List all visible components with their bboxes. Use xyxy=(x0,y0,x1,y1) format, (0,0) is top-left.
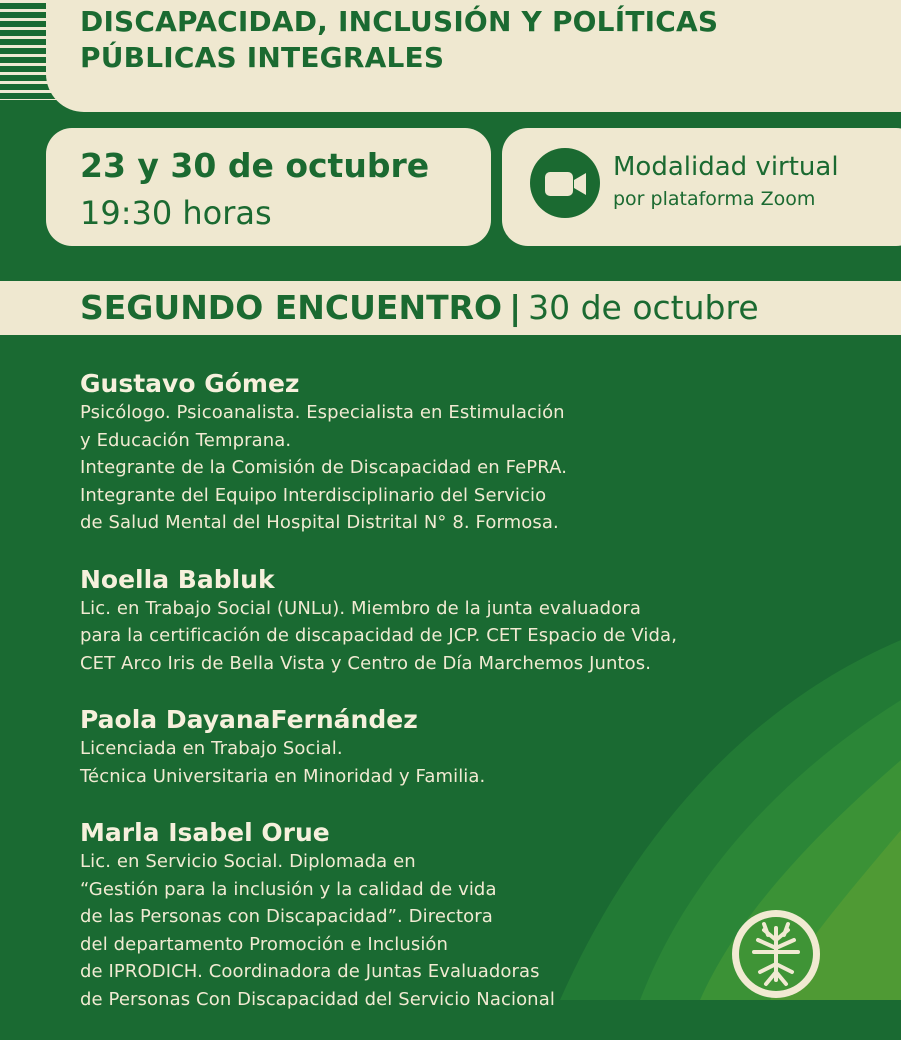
event-dates: 23 y 30 de octubre xyxy=(80,146,430,185)
tree-roots-logo xyxy=(728,906,824,1002)
encounter-band xyxy=(0,281,901,335)
modality-card xyxy=(502,128,901,246)
speaker-item xyxy=(80,564,800,678)
speaker-bio: Lic. en Servicio Social. Diplomada en “Gestión para la inclusión y la calidad de vida de las Personas con Discapacidad”. Directora del departamento Promoción e Inclusión de IPRODICH. Coordinadora de Juntas Evaluadoras de Personas Con Discapacidad del Servicio Nacional xyxy=(80,851,555,1010)
speaker-item xyxy=(80,368,800,537)
speaker-bio: Lic. en Trabajo Social (UNLu). Miembro de la junta evaluadora para la certificación de discapacidad de JCP. CET Espacio de Vida, CET Arco Iris de Bella Vista y Centro de Día Marchemos Juntos. xyxy=(80,597,678,674)
modality-title: Modalidad virtual xyxy=(613,152,839,182)
speaker-name: Noella Babluk xyxy=(80,564,275,594)
speaker-item xyxy=(80,817,800,1013)
event-time: 19:30 horas xyxy=(80,194,272,232)
encounter-date: 30 de octubre xyxy=(528,288,759,327)
speaker-name: Gustavo Gómez xyxy=(80,369,300,398)
date-card xyxy=(46,128,491,246)
speaker-name: Paola DayanaFernández xyxy=(80,705,418,734)
video-camera-icon xyxy=(530,148,600,218)
speaker-item xyxy=(80,704,800,790)
speaker-name: Marla Isabel Orue xyxy=(80,818,330,847)
page-title: DISCAPACIDAD, INCLUSIÓN Y POLÍTICAS PÚBLICAS INTEGRALES xyxy=(80,5,719,75)
speaker-bio: Licenciada en Trabajo Social. Técnica Universitaria en Minoridad y Familia. xyxy=(80,738,486,787)
modality-subtitle: por plataforma Zoom xyxy=(613,188,816,210)
speaker-bio: Psicólogo. Psicoanalista. Especialista en Estimulación y Educación Temprana. Integrante de la Comisión de Discapacidad en FePRA. Integrante del Equipo Interdisciplinario del Servicio de Salud Mental del Hospital Distrital N° 8. Formosa. xyxy=(80,402,568,533)
speaker-list xyxy=(80,368,800,1040)
encounter-label: SEGUNDO ENCUENTRO xyxy=(80,288,503,327)
encounter-separator: | xyxy=(509,288,522,327)
